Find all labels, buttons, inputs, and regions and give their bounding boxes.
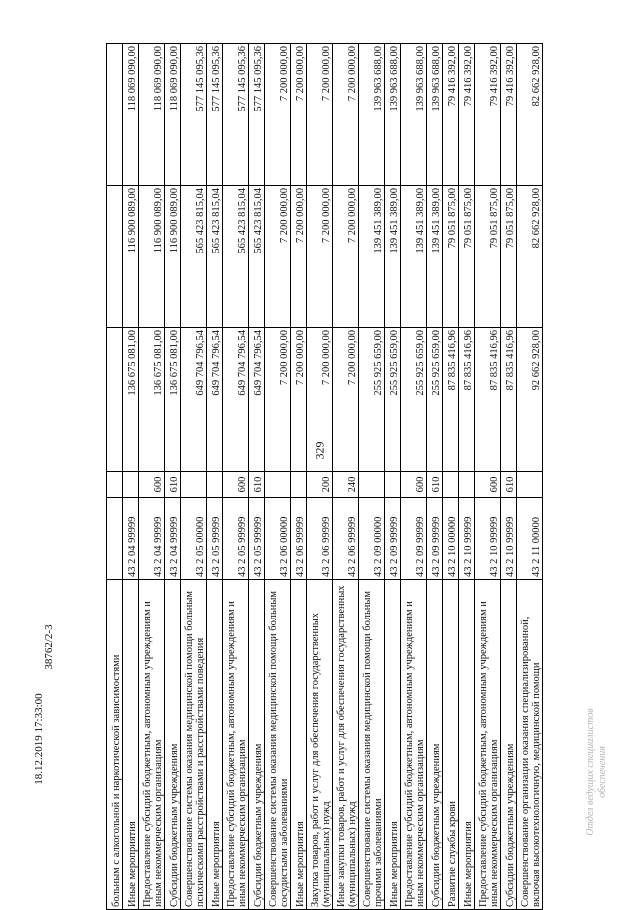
- row-value-year2: 139 451 389,00: [359, 186, 385, 328]
- row-value-year3: [107, 44, 123, 186]
- row-code: 43 2 05 99999: [249, 498, 265, 580]
- row-value-year2: 565 423 815,04: [181, 186, 207, 328]
- row-code: 43 2 04 99999: [139, 498, 165, 580]
- row-expense-type: [359, 472, 385, 498]
- row-value-year2: 82 662 928,00: [517, 186, 543, 328]
- row-value-year1: 136 675 081,00: [165, 328, 181, 472]
- row-value-year2: 565 423 815,04: [249, 186, 265, 328]
- row-value-year3: 118 069 090,00: [123, 44, 139, 186]
- table-row: [359, 44, 385, 910]
- row-name: больным с алкогольной и наркотической зависимостями: [107, 580, 123, 910]
- table-row: [123, 44, 139, 910]
- row-value-year1: 92 662 928,00: [517, 328, 543, 472]
- row-value-year2: [107, 186, 123, 328]
- row-code: 43 2 10 99999: [501, 498, 517, 580]
- row-value-year3: 139 963 688,00: [385, 44, 401, 186]
- row-value-year1: 7 200 000,00: [307, 328, 333, 472]
- row-value-year1: 255 925 659,00: [427, 328, 443, 472]
- row-name: Субсидии бюджетным учреждениям: [249, 580, 265, 910]
- budget-table-container: [106, 44, 566, 910]
- row-expense-type: [385, 472, 401, 498]
- row-code: 43 2 09 99999: [427, 498, 443, 580]
- row-name: Совершенствование системы оказания медицинской помощи больным прочими заболеваниями: [359, 580, 385, 910]
- row-expense-type: 610: [165, 472, 181, 498]
- row-name: Субсидии бюджетным учреждениям: [165, 580, 181, 910]
- row-expense-type: [265, 472, 291, 498]
- table-row: [401, 44, 427, 910]
- footer-document-number: 38762/2-3: [43, 624, 55, 670]
- row-value-year2: 79 051 875,00: [475, 186, 501, 328]
- row-code: 43 2 06 99999: [333, 498, 359, 580]
- table-row: [265, 44, 291, 910]
- row-expense-type: [459, 472, 475, 498]
- row-name: Иные закупки товаров, работ и услуг для обеспечения государственных (муниципальных) нужд: [333, 580, 359, 910]
- row-code: 43 2 09 99999: [401, 498, 427, 580]
- row-code: 43 2 06 99999: [307, 498, 333, 580]
- row-expense-type: [207, 472, 223, 498]
- row-value-year1: 255 925 659,00: [359, 328, 385, 472]
- stamp-line: Отдел ведущих специалистов: [585, 708, 596, 836]
- row-value-year1: 649 704 796,54: [249, 328, 265, 472]
- row-value-year1: 87 835 416,96: [459, 328, 475, 472]
- row-value-year1: 255 925 659,00: [401, 328, 427, 472]
- row-value-year1: 7 200 000,00: [291, 328, 307, 472]
- row-expense-type: [123, 472, 139, 498]
- budget-table-body: [107, 44, 543, 910]
- row-code: 43 2 09 99999: [385, 498, 401, 580]
- row-value-year3: 7 200 000,00: [291, 44, 307, 186]
- row-value-year1: [107, 328, 123, 472]
- row-expense-type: 600: [401, 472, 427, 498]
- row-value-year3: 139 963 688,00: [401, 44, 427, 186]
- table-row: [249, 44, 265, 910]
- row-value-year1: 87 835 416,96: [501, 328, 517, 472]
- row-name: Предоставление субсидий бюджетным, автономным учреждениям и иным некоммерческим организациям: [475, 580, 501, 910]
- row-name: Предоставление субсидий бюджетным, автономным учреждениям и иным некоммерческим организациям: [223, 580, 249, 910]
- row-value-year2: 565 423 815,04: [223, 186, 249, 328]
- row-name: Предоставление субсидий бюджетным, автономным учреждениям и иным некоммерческим организациям: [401, 580, 427, 910]
- table-row: [501, 44, 517, 910]
- row-value-year3: 82 662 928,00: [517, 44, 543, 186]
- table-row: [181, 44, 207, 910]
- row-expense-type: 600: [223, 472, 249, 498]
- row-value-year2: 79 051 875,00: [501, 186, 517, 328]
- row-code: 43 2 10 99999: [459, 498, 475, 580]
- row-expense-type: [443, 472, 459, 498]
- row-code: 43 2 04 99999: [165, 498, 181, 580]
- approval-stamp: [585, 672, 609, 872]
- row-expense-type: 610: [501, 472, 517, 498]
- row-value-year3: 7 200 000,00: [307, 44, 333, 186]
- row-expense-type: 610: [249, 472, 265, 498]
- row-value-year2: 7 200 000,00: [265, 186, 291, 328]
- table-row: [475, 44, 501, 910]
- table-row: [459, 44, 475, 910]
- row-value-year3: 118 069 090,00: [139, 44, 165, 186]
- row-name: Иные мероприятия: [385, 580, 401, 910]
- row-code: 43 2 10 00000: [443, 498, 459, 580]
- row-value-year3: 139 963 688,00: [427, 44, 443, 186]
- row-name: Иные мероприятия: [123, 580, 139, 910]
- row-value-year1: 136 675 081,00: [139, 328, 165, 472]
- row-value-year1: 7 200 000,00: [333, 328, 359, 472]
- table-row: [139, 44, 165, 910]
- stamp-line: обеспечения: [597, 746, 608, 798]
- row-code: 43 2 10 99999: [475, 498, 501, 580]
- row-value-year2: 7 200 000,00: [307, 186, 333, 328]
- row-value-year3: 79 416 392,00: [443, 44, 459, 186]
- row-code: [107, 498, 123, 580]
- row-value-year2: 7 200 000,00: [291, 186, 307, 328]
- row-value-year2: 139 451 389,00: [385, 186, 401, 328]
- budget-table: [106, 43, 543, 910]
- row-value-year2: 7 200 000,00: [333, 186, 359, 328]
- row-expense-type: [181, 472, 207, 498]
- table-row: [107, 44, 123, 910]
- row-value-year1: 649 704 796,54: [181, 328, 207, 472]
- row-expense-type: [517, 472, 543, 498]
- row-value-year2: 139 451 389,00: [401, 186, 427, 328]
- footer-date: 18.12.2019 17:33:00: [33, 693, 45, 785]
- table-row: [291, 44, 307, 910]
- row-expense-type: 600: [475, 472, 501, 498]
- row-name: Иные мероприятия: [207, 580, 223, 910]
- row-code: 43 2 06 99999: [291, 498, 307, 580]
- row-value-year2: 79 051 875,00: [443, 186, 459, 328]
- table-row: [165, 44, 181, 910]
- row-name: Иные мероприятия: [459, 580, 475, 910]
- row-code: 43 2 11 00000: [517, 498, 543, 580]
- row-value-year3: 7 200 000,00: [265, 44, 291, 186]
- row-code: 43 2 05 00000: [181, 498, 207, 580]
- row-expense-type: 600: [139, 472, 165, 498]
- row-value-year1: 87 835 416,96: [443, 328, 459, 472]
- row-expense-type: [107, 472, 123, 498]
- page-number: 329: [312, 441, 327, 460]
- row-name: Совершенствование системы оказания медицинской помощи больным психическими расстройствами и расстройствами поведения: [181, 580, 207, 910]
- row-code: 43 2 05 99999: [207, 498, 223, 580]
- table-row: [307, 44, 333, 910]
- table-row: [427, 44, 443, 910]
- row-value-year1: 136 675 081,00: [123, 328, 139, 472]
- table-row: [333, 44, 359, 910]
- row-name: Иные мероприятия: [291, 580, 307, 910]
- row-value-year3: 79 416 392,00: [459, 44, 475, 186]
- row-value-year3: 139 963 688,00: [359, 44, 385, 186]
- table-row: [223, 44, 249, 910]
- row-value-year1: 649 704 796,54: [223, 328, 249, 472]
- row-value-year2: 565 423 815,04: [207, 186, 223, 328]
- row-name: Развитие службы крови: [443, 580, 459, 910]
- row-code: 43 2 05 99999: [223, 498, 249, 580]
- row-value-year2: 79 051 875,00: [459, 186, 475, 328]
- row-value-year3: 577 145 095,36: [207, 44, 223, 186]
- row-value-year3: 577 145 095,36: [223, 44, 249, 186]
- row-value-year3: 79 416 392,00: [475, 44, 501, 186]
- row-name: Субсидии бюджетным учреждениям: [427, 580, 443, 910]
- row-value-year2: 139 451 389,00: [427, 186, 443, 328]
- row-value-year3: 577 145 095,36: [249, 44, 265, 186]
- row-value-year2: 116 900 089,00: [123, 186, 139, 328]
- row-value-year3: 577 145 095,36: [181, 44, 207, 186]
- row-value-year1: 87 835 416,96: [475, 328, 501, 472]
- row-value-year3: 7 200 000,00: [333, 44, 359, 186]
- row-value-year3: 118 069 090,00: [165, 44, 181, 186]
- row-value-year1: 649 704 796,54: [207, 328, 223, 472]
- row-expense-type: 200: [307, 472, 333, 498]
- row-name: Закупка товаров, работ и услуг для обеспечения государственных (муниципальных) нужд: [307, 580, 333, 910]
- table-row: [517, 44, 543, 910]
- row-name: Совершенствование организации оказания специализированной, включая высокотехнологичную, медицинской помощи: [517, 580, 543, 910]
- row-name: Субсидии бюджетным учреждениям: [501, 580, 517, 910]
- row-name: Совершенствование системы оказания медицинской помощи больным сосудистыми заболеваниями: [265, 580, 291, 910]
- row-value-year2: 116 900 089,00: [139, 186, 165, 328]
- row-name: Предоставление субсидий бюджетным, автономным учреждениям и иным некоммерческим организациям: [139, 580, 165, 910]
- row-code: 43 2 09 00000: [359, 498, 385, 580]
- row-code: 43 2 06 00000: [265, 498, 291, 580]
- table-row: [207, 44, 223, 910]
- table-row: [443, 44, 459, 910]
- row-value-year1: 7 200 000,00: [265, 328, 291, 472]
- row-expense-type: 610: [427, 472, 443, 498]
- row-value-year3: 79 416 392,00: [501, 44, 517, 186]
- row-code: 43 2 04 99999: [123, 498, 139, 580]
- row-value-year2: 116 900 089,00: [165, 186, 181, 328]
- row-value-year1: 255 925 659,00: [385, 328, 401, 472]
- row-expense-type: 240: [333, 472, 359, 498]
- row-expense-type: [291, 472, 307, 498]
- table-row: [385, 44, 401, 910]
